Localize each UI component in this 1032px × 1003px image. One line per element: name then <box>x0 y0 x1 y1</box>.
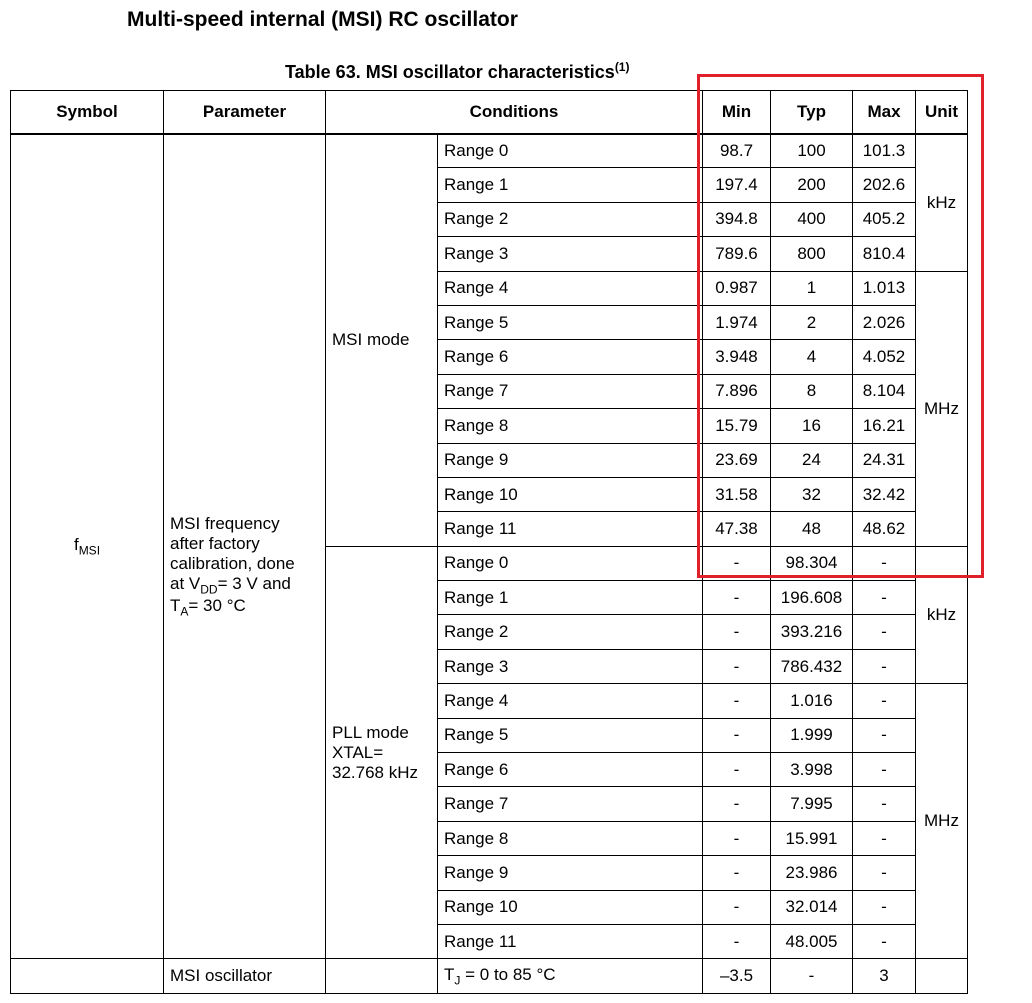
symbol-base: f <box>73 535 79 555</box>
max-cell: - <box>853 718 916 752</box>
param-line: at V <box>170 574 201 594</box>
typ-cell: 3.998 <box>771 753 853 787</box>
min-cell: - <box>703 581 771 615</box>
min-cell: - <box>703 718 771 752</box>
param-line: MSI frequency <box>170 514 280 534</box>
typ-cell: 16 <box>771 409 853 443</box>
table-caption <box>285 60 629 83</box>
range-cell: Range 10 <box>438 477 703 511</box>
max-cell: - <box>853 615 916 649</box>
typ-cell: 196.608 <box>771 581 853 615</box>
typ-cell: 393.216 <box>771 615 853 649</box>
min-cell: - <box>703 856 771 890</box>
range-cell: Range 4 <box>438 684 703 718</box>
range-cell: Range 3 <box>438 237 703 271</box>
table-row <box>11 959 968 993</box>
max-cell: 8.104 <box>853 374 916 408</box>
max-cell: - <box>853 787 916 821</box>
range-cell: Range 11 <box>438 512 703 546</box>
table-caption-text: Table 63. MSI oscillator characteristics <box>285 62 615 82</box>
range-cell: Range 10 <box>438 890 703 924</box>
max-cell: 1.013 <box>853 271 916 305</box>
unit-cell <box>916 959 968 993</box>
max-cell: - <box>853 821 916 855</box>
typ-cell: 1 <box>771 271 853 305</box>
range-cell: Range 2 <box>438 615 703 649</box>
max-cell: - <box>853 890 916 924</box>
range-cell: Range 7 <box>438 374 703 408</box>
mode-label: PLL mode <box>332 722 409 742</box>
min-cell: 394.8 <box>703 202 771 236</box>
typ-cell: - <box>771 959 853 993</box>
min-cell: 197.4 <box>703 168 771 202</box>
mode-label: MSI mode <box>332 330 410 350</box>
header-max: Max <box>853 91 916 134</box>
param-line: = 30 °C <box>188 596 246 616</box>
range-cell: Range 11 <box>438 924 703 958</box>
typ-cell: 8 <box>771 374 853 408</box>
param-sub: DD <box>200 582 218 597</box>
min-cell: - <box>703 649 771 683</box>
section-title: Multi-speed internal (MSI) RC oscillator <box>127 8 518 31</box>
mode-label: XTAL= <box>332 742 384 762</box>
mode-label: 32.768 kHz <box>332 762 418 782</box>
max-cell: 48.62 <box>853 512 916 546</box>
table-row <box>11 134 968 168</box>
typ-cell: 7.995 <box>771 787 853 821</box>
max-cell: - <box>853 546 916 580</box>
min-cell: 1.974 <box>703 305 771 339</box>
msi-characteristics-table <box>10 90 968 994</box>
typ-cell: 2 <box>771 305 853 339</box>
typ-cell: 786.432 <box>771 649 853 683</box>
symbol-cell-next <box>11 959 164 993</box>
param-line: T <box>170 596 181 616</box>
typ-cell: 32.014 <box>771 890 853 924</box>
range-cell: Range 9 <box>438 443 703 477</box>
typ-cell: 48.005 <box>771 924 853 958</box>
max-cell: 101.3 <box>853 134 916 168</box>
mode-cell-next <box>326 959 438 993</box>
param-line: calibration, done <box>170 554 295 574</box>
min-cell: - <box>703 684 771 718</box>
typ-cell: 24 <box>771 443 853 477</box>
min-cell: - <box>703 821 771 855</box>
max-cell: - <box>853 581 916 615</box>
min-cell: - <box>703 924 771 958</box>
param-sub: A <box>180 604 189 619</box>
unit-cell: MHz <box>916 271 968 546</box>
typ-cell: 1.999 <box>771 718 853 752</box>
range-cell: Range 2 <box>438 202 703 236</box>
max-cell: 405.2 <box>853 202 916 236</box>
parameter-cell-next: MSI oscillator <box>164 959 326 993</box>
max-cell: - <box>853 856 916 890</box>
cond-text: T <box>444 964 455 984</box>
typ-cell: 200 <box>771 168 853 202</box>
unit-cell: kHz <box>916 546 968 684</box>
range-cell: Range 8 <box>438 409 703 443</box>
min-cell: - <box>703 787 771 821</box>
max-cell: 24.31 <box>853 443 916 477</box>
table-footnote-ref: (1) <box>614 60 630 74</box>
header-parameter: Parameter <box>164 91 326 134</box>
parameter-cell <box>164 134 326 959</box>
min-cell: –3.5 <box>703 959 771 993</box>
range-cell: Range 6 <box>438 340 703 374</box>
range-cell: Range 5 <box>438 718 703 752</box>
max-cell: 16.21 <box>853 409 916 443</box>
min-cell: - <box>703 546 771 580</box>
min-cell: 7.896 <box>703 374 771 408</box>
cond-sub: J <box>454 973 461 988</box>
max-cell: - <box>853 924 916 958</box>
min-cell: 23.69 <box>703 443 771 477</box>
min-cell: - <box>703 615 771 649</box>
max-cell: - <box>853 684 916 718</box>
range-cell: Range 0 <box>438 134 703 168</box>
symbol-cell <box>11 134 164 959</box>
range-cell: Range 1 <box>438 168 703 202</box>
typ-cell: 15.991 <box>771 821 853 855</box>
min-cell: 47.38 <box>703 512 771 546</box>
max-cell: 32.42 <box>853 477 916 511</box>
header-min: Min <box>703 91 771 134</box>
range-cell: Range 8 <box>438 821 703 855</box>
header-typ: Typ <box>771 91 853 134</box>
range-cell: Range 1 <box>438 581 703 615</box>
typ-cell: 400 <box>771 202 853 236</box>
min-cell: 31.58 <box>703 477 771 511</box>
pll_mode-mode-cell <box>326 546 438 959</box>
min-cell: 789.6 <box>703 237 771 271</box>
typ-cell: 4 <box>771 340 853 374</box>
range-cell: Range 6 <box>438 753 703 787</box>
header-symbol: Symbol <box>11 91 164 134</box>
header-unit: Unit <box>916 91 968 134</box>
condition-cell-next <box>438 959 703 993</box>
min-cell: - <box>703 753 771 787</box>
range-cell: Range 9 <box>438 856 703 890</box>
range-cell: Range 0 <box>438 546 703 580</box>
min-cell: 0.987 <box>703 271 771 305</box>
range-cell: Range 7 <box>438 787 703 821</box>
typ-cell: 1.016 <box>771 684 853 718</box>
range-cell: Range 5 <box>438 305 703 339</box>
unit-cell: MHz <box>916 684 968 959</box>
max-cell: 202.6 <box>853 168 916 202</box>
typ-cell: 98.304 <box>771 546 853 580</box>
max-cell: 3 <box>853 959 916 993</box>
header-conditions: Conditions <box>326 91 703 134</box>
typ-cell: 32 <box>771 477 853 511</box>
symbol-sub: MSI <box>78 543 101 558</box>
max-cell: 810.4 <box>853 237 916 271</box>
min-cell: 15.79 <box>703 409 771 443</box>
min-cell: 98.7 <box>703 134 771 168</box>
table-header-row <box>11 91 968 134</box>
param-line: = 3 V and <box>217 574 291 594</box>
range-cell: Range 4 <box>438 271 703 305</box>
unit-cell: kHz <box>916 134 968 272</box>
typ-cell: 23.986 <box>771 856 853 890</box>
max-cell: 4.052 <box>853 340 916 374</box>
max-cell: - <box>853 753 916 787</box>
max-cell: 2.026 <box>853 305 916 339</box>
typ-cell: 800 <box>771 237 853 271</box>
min-cell: 3.948 <box>703 340 771 374</box>
max-cell: - <box>853 649 916 683</box>
typ-cell: 100 <box>771 134 853 168</box>
min-cell: - <box>703 890 771 924</box>
param-line: after factory <box>170 534 260 554</box>
range-cell: Range 3 <box>438 649 703 683</box>
cond-text: = 0 to 85 °C <box>460 964 556 984</box>
msi_mode-mode-cell <box>326 134 438 547</box>
typ-cell: 48 <box>771 512 853 546</box>
